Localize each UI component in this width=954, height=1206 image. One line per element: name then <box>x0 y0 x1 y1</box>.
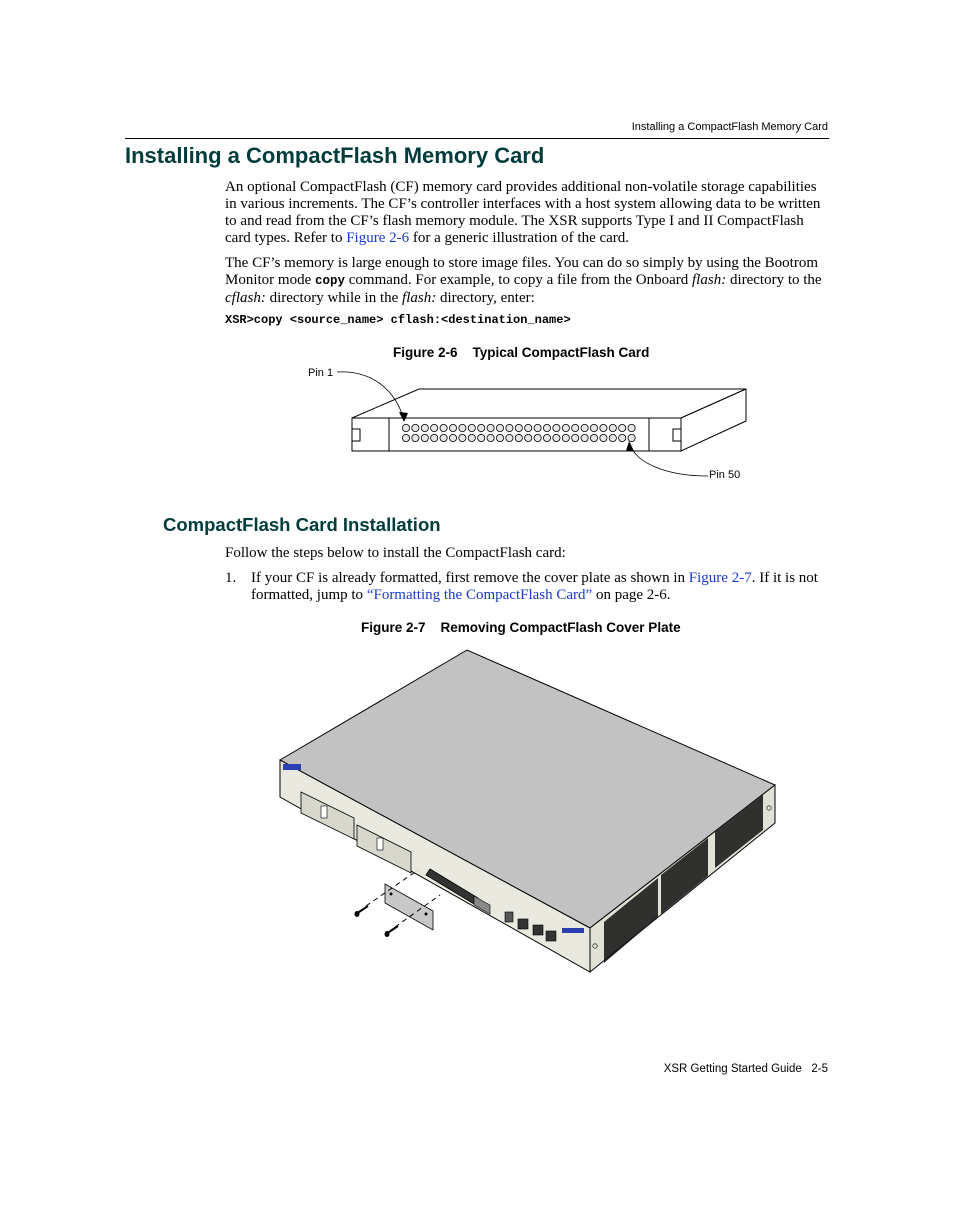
step-number: 1. <box>225 570 237 586</box>
connector-pin <box>581 424 588 431</box>
connector-pin <box>562 434 569 441</box>
connector-pin <box>421 424 428 431</box>
header-rule <box>125 138 829 139</box>
connector-pin <box>543 424 550 431</box>
router-cover-plate-figure <box>270 640 790 985</box>
intro-paragraph-1 <box>225 179 830 247</box>
connector-pin <box>609 424 616 431</box>
intro-text-tail: for a generic illustration of the card. <box>409 230 630 246</box>
connector-pin <box>506 424 513 431</box>
connector-pin <box>478 424 485 431</box>
intro-paragraph-2 <box>225 255 830 307</box>
screw-icon <box>385 926 399 937</box>
figure-2-7-caption: Figure 2-7 Removing CompactFlash Cover Plate <box>361 620 681 635</box>
page-title: Installing a CompactFlash Memory Card <box>125 143 545 168</box>
connector-pin <box>468 424 475 431</box>
intro-text: An optional CompactFlash (CF) memory card provides additional non-volatile storage capabilities in various increments. The CF’s controller interfaces with a host system allowing data to be written to and read from the CF’s flash memory module. The XSR supports Type I and II CompactFlash card types. Refer to <box>225 179 821 246</box>
section-lead: Follow the steps below to install the CompactFlash card: <box>225 545 566 561</box>
connector-pin <box>619 424 626 431</box>
section-heading: CompactFlash Card Installation <box>163 514 441 535</box>
footer-guide-title: XSR Getting Started Guide <box>663 1063 802 1075</box>
connector-pin <box>534 434 541 441</box>
connector-pin <box>600 434 607 441</box>
connector-pin <box>581 434 588 441</box>
connector-pin <box>402 434 409 441</box>
connector-pin <box>459 434 466 441</box>
copy-command-inline: copy <box>315 274 346 288</box>
connector-pin <box>619 434 626 441</box>
figure-2-6-link[interactable]: Figure 2-6 <box>346 230 410 246</box>
connector-pin <box>628 424 635 431</box>
connector-pin <box>487 424 494 431</box>
connector-pin <box>553 434 560 441</box>
p2-text-a: The CF’s memory is large enough to store image files. You can do so simply by using the Bootrom Monitor mode <box>225 255 819 288</box>
connector-pin <box>440 424 447 431</box>
connector-pin <box>515 424 522 431</box>
connector-pin <box>496 424 503 431</box>
connector-pin <box>525 424 532 431</box>
connector-pin <box>572 424 579 431</box>
connector-pin <box>459 424 466 431</box>
connector-pin <box>600 424 607 431</box>
flash-dir-term-2: flash: <box>402 290 437 306</box>
connector-pin <box>543 434 550 441</box>
p2-text-c: directory to the <box>726 272 822 288</box>
connector-pin <box>515 434 522 441</box>
footer-page-number: 2-5 <box>811 1063 828 1075</box>
screw-icon <box>355 906 369 917</box>
connector-pin <box>525 434 532 441</box>
connector-pin <box>590 424 597 431</box>
step-1-text-b: . If it is not formatted, jump to <box>251 570 818 603</box>
connector-pin <box>478 434 485 441</box>
formatting-section-link[interactable]: “Formatting the CompactFlash Card” <box>366 587 593 603</box>
connector-pin <box>534 424 541 431</box>
pin-50-label: Pin 50 <box>709 469 741 481</box>
connector-pin <box>487 434 494 441</box>
connector-pin <box>421 434 428 441</box>
connector-pin <box>431 424 438 431</box>
connector-pin <box>572 434 579 441</box>
step-1-text-a: If your CF is already formatted, first remove the cover plate as shown in <box>251 570 689 586</box>
connector-pin <box>449 424 456 431</box>
connector-pin <box>562 424 569 431</box>
step-1 <box>251 570 831 604</box>
p2-text-d: directory while in the <box>265 290 403 306</box>
connector-pin <box>412 434 419 441</box>
p2-text-e: directory, enter: <box>436 290 535 306</box>
figure-2-6-caption: Figure 2-6 Typical CompactFlash Card <box>393 345 650 360</box>
flash-dir-term: flash: <box>692 272 727 288</box>
connector-pin <box>506 434 513 441</box>
connector-pin <box>431 434 438 441</box>
connector-pin <box>553 424 560 431</box>
cflash-dir-term: cflash: <box>225 290 266 306</box>
connector-pin <box>609 434 616 441</box>
connector-pin <box>440 434 447 441</box>
running-footer <box>664 1063 828 1075</box>
connector-pin <box>412 424 419 431</box>
compactflash-card-figure <box>300 360 760 490</box>
connector-pin <box>402 424 409 431</box>
step-1-text-c: on page 2-6. <box>592 587 671 603</box>
connector-pin <box>468 434 475 441</box>
command-example: XSR>copy <source_name> cflash:<destination_name> <box>225 313 571 327</box>
connector-pin <box>496 434 503 441</box>
connector-pin <box>449 434 456 441</box>
figure-2-7-link[interactable]: Figure 2-7 <box>688 570 752 586</box>
p2-text-b: command. For example, to copy a file from the Onboard <box>345 272 693 288</box>
connector-pin <box>628 434 635 441</box>
running-header: Installing a CompactFlash Memory Card <box>631 121 828 133</box>
pin-1-label: Pin 1 <box>308 367 334 379</box>
connector-pin <box>590 434 597 441</box>
